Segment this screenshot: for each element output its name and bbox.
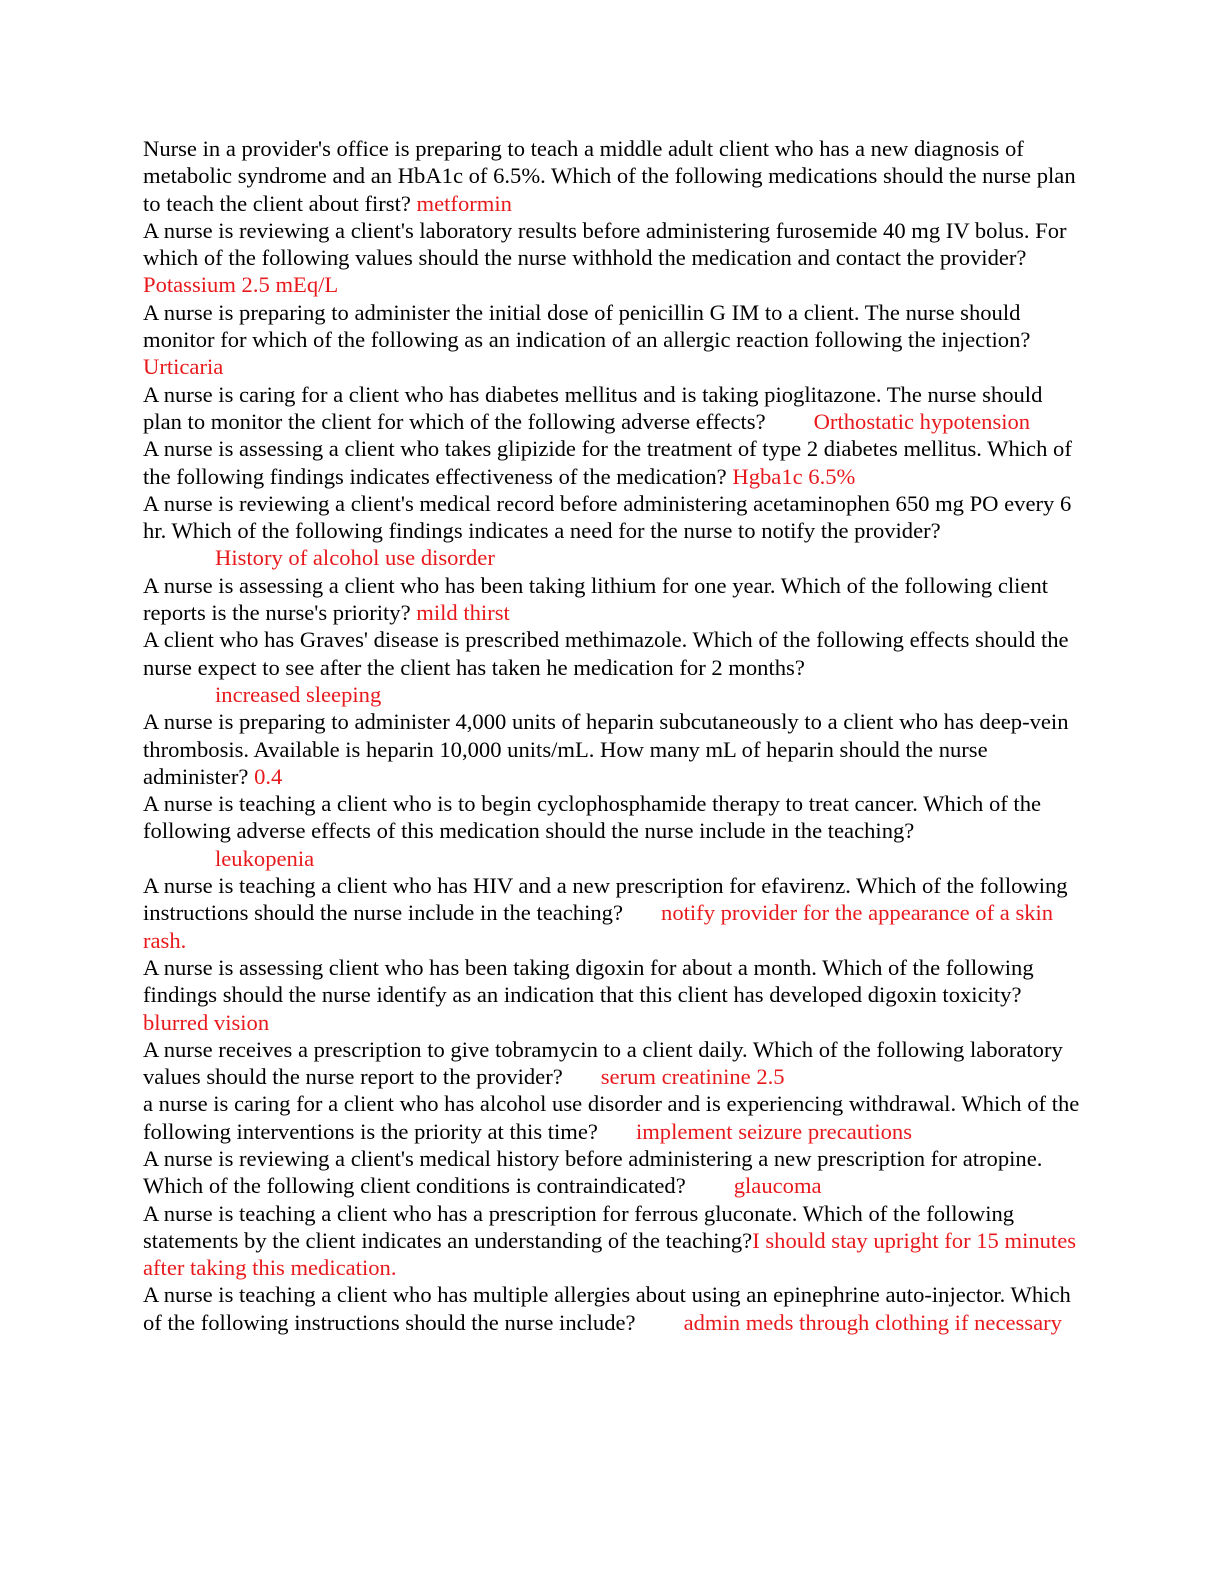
qa-item-9 [143, 708, 1083, 790]
question-text: A nurse is teaching a client who is to begin cyclophosphamide therapy to treat cancer. Which of the following adverse effects of this medication should the nurse include in the teaching? [143, 791, 1042, 844]
question-text: A nurse is assessing client who has been taking digoxin for about a month. Which of the following findings should the nurse identify as an indication that this client has developed digoxin toxicity? [143, 954, 1034, 1008]
question-text: a nurse is caring for a client who has alcohol use disorder and is experiencing withdrawal. Which of the following interventions is the priority at this time? [143, 1091, 1080, 1144]
qa-item-17 [143, 1281, 1083, 1336]
question-text: A nurse is teaching a client who has HIV and a new prescription for efavirenz. Which of the following instructions should the nurse include in the teaching? [143, 873, 1068, 926]
qa-item-7 [143, 572, 1083, 627]
answer-text: blurred vision [143, 1009, 270, 1035]
answer-text: notify provider for the appearance of a skin rash. [143, 900, 1054, 953]
question-text: Nurse in a provider's office is preparing to teach a middle adult client who has a new diagnosis of metabolic syndrome and an HbA1c of 6.5%. Which of the following medications should the nurse plan to teach the client about first? [143, 136, 1076, 216]
answer-text: glaucoma [733, 1173, 822, 1199]
qa-item-8 [143, 626, 1083, 708]
answer-text: metformin [416, 190, 512, 216]
qa-item-12 [143, 954, 1083, 1036]
question-text: A nurse is assessing a client who has been taking lithium for one year. Which of the following client reports is the nurse's priority? [143, 572, 1049, 626]
answer-text: History of alcohol use disorder [215, 545, 495, 571]
qa-item-5 [143, 435, 1083, 490]
question-text: A client who has Graves' disease is prescribed methimazole. Which of the following effects should the nurse expect to see after the client has taken he medication for 2 months? [143, 627, 1069, 680]
answer-text: admin meds through clothing if necessary [683, 1309, 1062, 1335]
answer-text: mild thirst [416, 600, 510, 626]
answer-text: I should stay upright for 15 minutes after taking this medication. [143, 1227, 1077, 1281]
qa-item-3 [143, 299, 1083, 381]
qa-item-14 [143, 1090, 1083, 1145]
answer-text: leukopenia [215, 845, 315, 871]
question-text: A nurse is preparing to administer 4,000 units of heparin subcutaneously to a client who has deep-vein thrombosis. Available is heparin 10,000 units/mL. How many mL of heparin should the nurse administer? [143, 709, 1069, 789]
question-text: A nurse is assessing a client who takes glipizide for the treatment of type 2 diabetes mellitus. Which of the following findings indicates effectiveness of the medication? [143, 436, 1072, 489]
qa-item-15 [143, 1145, 1083, 1200]
question-text: A nurse is caring for a client who has diabetes mellitus and is taking pioglitazone. The nurse should plan to monitor the client for which of the following adverse effects? [143, 381, 1043, 434]
answer-text: 0.4 [254, 763, 283, 789]
question-text: A nurse is reviewing a client's medical record before administering acetaminophen 650 mg PO every 6 hr. Which of the following findings indicates a need for the nurse to notify the provider? [143, 490, 1072, 544]
answer-text: Potassium 2.5 mEq/L [143, 272, 339, 298]
answer-text: increased sleeping [215, 681, 382, 707]
question-text: A nurse receives a prescription to give tobramycin to a client daily. Which of the following laboratory values should the nurse report to the provider? [143, 1036, 1063, 1090]
qa-item-13 [143, 1036, 1083, 1091]
answer-text: serum creatinine 2.5 [600, 1064, 785, 1090]
answer-text: Urticaria [143, 354, 224, 380]
question-text: A nurse is teaching a client who has multiple allergies about using an epinephrine auto-injector. Which of the following instructions should the nurse include? [143, 1282, 1071, 1335]
qa-item-10 [143, 790, 1083, 872]
qa-item-2 [143, 217, 1083, 299]
qa-item-4 [143, 381, 1083, 436]
qa-item-6 [143, 490, 1083, 572]
question-text: A nurse is reviewing a client's medical history before administering a new prescription for atropine. Which of the following client conditions is contraindicated? [143, 1145, 1043, 1199]
qa-list [143, 135, 1083, 1336]
answer-text: implement seizure precautions [635, 1118, 912, 1144]
qa-item-11 [143, 872, 1083, 954]
answer-text: Orthostatic hypotension [813, 408, 1031, 434]
question-text: A nurse is reviewing a client's laboratory results before administering furosemide 40 mg IV bolus. For which of the following values should the nurse withhold the medication and contact the provider? [143, 217, 1067, 271]
answer-text: Hgba1c 6.5% [732, 463, 856, 489]
question-text: A nurse is preparing to administer the initial dose of penicillin G IM to a client. The nurse should monitor for which of the following as an indication of an allergic reaction following the injection? [143, 299, 1031, 353]
qa-item-16 [143, 1200, 1083, 1282]
question-text: A nurse is teaching a client who has a prescription for ferrous gluconate. Which of the following statements by the client indicates an understanding of the teaching? [143, 1200, 1015, 1253]
qa-item-1 [143, 135, 1083, 217]
